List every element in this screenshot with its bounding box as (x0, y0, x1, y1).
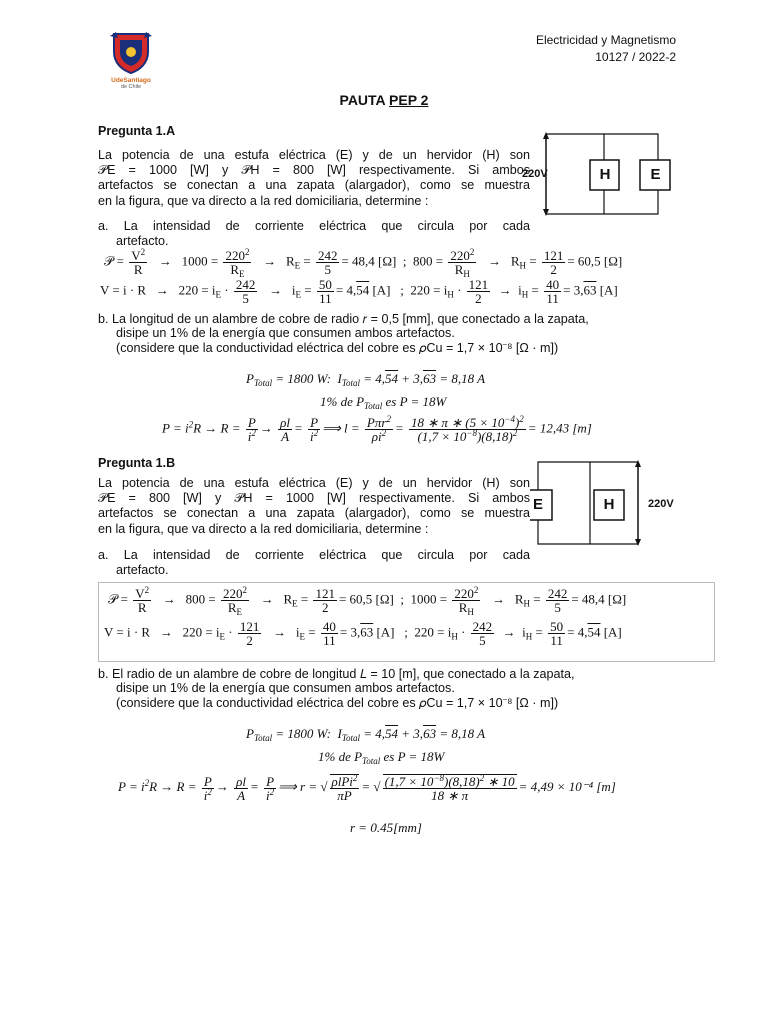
part-b-note: (considere que la conductividad eléctrica del cobre es 𝜌Cu = 1,7 × 10⁻⁸ [Ω · m]) (116, 341, 559, 355)
heater-box-label: H (603, 496, 615, 513)
university-logo (106, 30, 156, 90)
radius-final: r = 0.45[mm] (350, 820, 422, 835)
part-b-note: (considere que la conductividad eléctrica del cobre es 𝜌Cu = 1,7 × 10⁻⁸ [Ω · m]) (116, 696, 559, 710)
length-result: = 12,43 [m] (527, 420, 592, 436)
part-a-statement: a. La intensidad de corriente eléctrica que circula por cada (98, 548, 530, 562)
title-prefix: PAUTA (339, 92, 390, 108)
intro-line: artefactos se conectan a una zapata (alargador), como se muestra (98, 178, 530, 193)
page-title (0, 92, 768, 108)
stove-box-label: E (650, 166, 661, 183)
logo-text: UdeSantiago (111, 77, 151, 84)
part-b-statement: b. El radio de un alambre de cobre de longitud 𝐿 = 10 [m], que conectado a la zapata, (98, 667, 575, 681)
equation-ptotal-1b: $P_{Total} = 1800$ W: $I_{Total} = 4,54 + 3,63 = 8,18$ A (246, 726, 486, 743)
course-code: 10127 / 2022-2 (595, 50, 676, 64)
intro-line: en la figura, que va directo a la red domiciliaria, determine : (98, 521, 429, 536)
circuit-diagram-1a (522, 128, 688, 220)
radius-result: = 4,49 × 10⁻⁴ [m] (518, 778, 616, 794)
question-1b-heading: Pregunta 1.B (98, 456, 176, 470)
title-underlined: PEP 2 (389, 92, 429, 108)
course-name: Electricidad y Magnetismo (535, 33, 676, 47)
logo-subtext: de Chile (120, 84, 142, 90)
part-b-statement-cont: disipe un 1% de la energía que consumen ambos artefactos. (116, 681, 455, 695)
intro-line: 𝒫E = 800 [W] y 𝒫H = 1000 [W] respectivamente. Si ambos (98, 491, 530, 506)
intro-line: La potencia de una estufa eléctrica (E) y de un hervidor (H) son (98, 476, 530, 490)
question-1b-intro (98, 476, 530, 537)
equation-percent-1a: 1% de $P_{Total}$ es P = 18W (320, 394, 447, 411)
voltage-label: 220V (522, 168, 548, 180)
stove-box-label: E (532, 496, 543, 513)
equation-resistance-1b: 𝒫 = $\frac{V^2}{R}$ → 800 = $\frac{220^2}{R_E}$ → $R_E$ = $\frac{121}{2}$ = 60,5 [Ω] ; 1000 = $\frac{220^2}{R_H}$ → $R_H$ = $\frac{242}{5}$ = 48,4 [Ω] (108, 585, 627, 617)
intro-line: 𝒫E = 1000 [W] y 𝒫H = 800 [W] respectivamente. Si ambos (98, 163, 530, 178)
intro-line: La potencia de una estufa eléctrica (E) y de un hervidor (H) son (98, 148, 530, 162)
intro-line: en la figura, que va directo a la red domiciliaria, determine : (98, 193, 429, 208)
part-a-statement: a. La intensidad de corriente eléctrica que circula por cada (98, 219, 530, 233)
circuit-diagram-1b (530, 456, 690, 550)
heater-box-label: H (599, 166, 611, 183)
part-a-statement-cont: artefacto. (116, 563, 169, 577)
equation-resistance-1a: 𝒫 = $\frac{V^2}{R}$ → 1000 = $\frac{220^2}{R_E}$ → $R_E$ = $\frac{242}{5}$ = 48,4 [Ω] ; 800 = $\frac{220^2}{R_H}$ → $R_H$ = $\frac{121}{2}$ = 60,5 [Ω] (104, 247, 623, 279)
question-1a-heading: Pregunta 1.A (98, 124, 176, 138)
equation-length-1a: $P = i^2R \to R$ = $\frac{P}{i^2}$ → $\frac{\rho l}{A}$ = $\frac{P}{i^2}$ ⟹ l = $\frac{P\pi r^2}{\rho i^2}$ = $\frac{18 ∗ \pi ∗ (5 \times 10^{-4})^2}{(1,7 \times 10^{-8})(8,18)^2}$ = 12,43 [m] (162, 414, 592, 444)
equation-radius-1b: $P = i^2R \to R$ = $\frac{P}{i^2}$ → $\frac{\rho l}{A}$ = $\frac{P}{i^2}$ ⟹ r = √ $\frac{\rho lPi^2}{\pi P}$ = √ $\frac{(1,7 \times 10^{-8})(8,18)^2 ∗ 10}{18 ∗ \pi}$ = 4,49 × 10⁻⁴ [m] (118, 773, 616, 803)
equation-current-1b: $V = i \cdot R \to 220 = i_E$ · $\frac{121}{2}$ → $i_E$ = $\frac{40}{11}$ = 3,63 [A] ; $220 = i_H$ · $\frac{242}{5}$ → $i_H$ = $\frac{50}{11}$ = 4,54 [A] (104, 619, 622, 648)
course-header (536, 32, 676, 66)
voltage-label: 220V (648, 498, 674, 510)
part-a-statement-cont: artefacto. (116, 234, 169, 248)
equation-ptotal-1a: $P_{Total} = 1800$ W: $I_{Total} = 4,54 + 3,63 = 8,18$ A (246, 371, 486, 388)
part-b-statement-cont: disipe un 1% de la energía que consumen ambos artefactos. (116, 326, 455, 340)
equation-percent-1b: 1% de $P_{Total}$ es P = 18W (318, 749, 445, 766)
intro-line: artefactos se conectan a una zapata (alargador), como se muestra (98, 506, 530, 521)
shield-icon (106, 30, 156, 74)
equation-current-1a: $V = i \cdot R \to 220 = i_E$ · $\frac{242}{5}$ → $i_E$ = $\frac{50}{11}$ = 4,54 [A] ; $220 = i_H$ · $\frac{121}{2}$ → $i_H$ = $\frac{40}{11}$ = 3,63 [A] (100, 277, 618, 306)
question-1a-intro (98, 148, 530, 209)
part-b-statement: b. La longitud de un alambre de cobre de radio 𝑟 = 0,5 [mm], que conectado a la zapata, (98, 312, 589, 326)
